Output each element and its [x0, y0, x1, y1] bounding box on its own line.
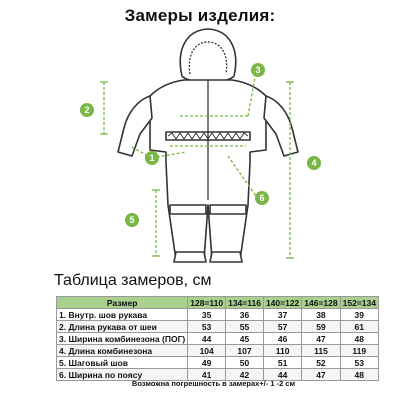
table-cell: 110	[263, 345, 301, 357]
row-label: 6. Ширина по поясу	[57, 369, 188, 381]
table-cell: 47	[302, 369, 340, 381]
header-size: 134=116	[226, 297, 264, 309]
table-cell: 48	[340, 369, 378, 381]
tolerance-note: Возможна погрешность в замерах+/- 1 -2 см	[131, 379, 296, 388]
table-cell: 42	[226, 369, 264, 381]
header-size: 140=122	[263, 297, 301, 309]
table-cell: 53	[188, 321, 226, 333]
table-cell: 115	[302, 345, 340, 357]
table-heading: Таблица замеров, см	[54, 272, 212, 289]
measure-label-1: 1	[149, 153, 155, 163]
table-cell: 107	[226, 345, 264, 357]
table-cell: 37	[263, 309, 301, 321]
header-size: 152=134	[340, 297, 378, 309]
table-cell: 55	[226, 321, 264, 333]
table-cell: 44	[188, 333, 226, 345]
table-row	[57, 309, 379, 321]
size-table	[56, 296, 379, 381]
header-size: 128=110	[188, 297, 226, 309]
measure-label-5: 5	[129, 215, 135, 225]
table-row	[57, 321, 379, 333]
table-cell: 47	[302, 333, 340, 345]
measure-label-4: 4	[311, 158, 317, 168]
table-cell: 53	[340, 357, 378, 369]
row-label: 4. Длина комбинезона	[57, 345, 188, 357]
measure-label-2: 2	[84, 105, 90, 115]
table-cell: 46	[263, 333, 301, 345]
table-cell: 50	[226, 357, 264, 369]
table-cell: 57	[263, 321, 301, 333]
table-row	[57, 345, 379, 357]
table-cell: 59	[302, 321, 340, 333]
table-row	[57, 357, 379, 369]
measure-label-6: 6	[259, 193, 265, 203]
table-cell: 119	[340, 345, 378, 357]
table-cell: 39	[340, 309, 378, 321]
table-row	[57, 333, 379, 345]
table-cell: 36	[226, 309, 264, 321]
row-label: 5. Шаговый шов	[57, 357, 188, 369]
table-cell: 41	[188, 369, 226, 381]
table-cell: 52	[302, 357, 340, 369]
table-header-row	[57, 297, 379, 309]
table-cell: 51	[263, 357, 301, 369]
header-size-label: Размер	[57, 297, 188, 309]
table-cell: 61	[340, 321, 378, 333]
page-title: Замеры изделия:	[124, 6, 276, 25]
row-label: 3. Ширина комбинезона (ПОГ)	[57, 333, 188, 345]
header-size: 146=128	[302, 297, 340, 309]
table-cell: 35	[188, 309, 226, 321]
table-cell: 44	[263, 369, 301, 381]
row-label: 2. Длина рукава от шеи	[57, 321, 188, 333]
row-label: 1. Внутр. шов рукава	[57, 309, 188, 321]
table-cell: 38	[302, 309, 340, 321]
table-cell: 45	[226, 333, 264, 345]
table-cell: 104	[188, 345, 226, 357]
measure-label-3: 3	[255, 65, 261, 75]
table-cell: 49	[188, 357, 226, 369]
table-cell: 48	[340, 333, 378, 345]
